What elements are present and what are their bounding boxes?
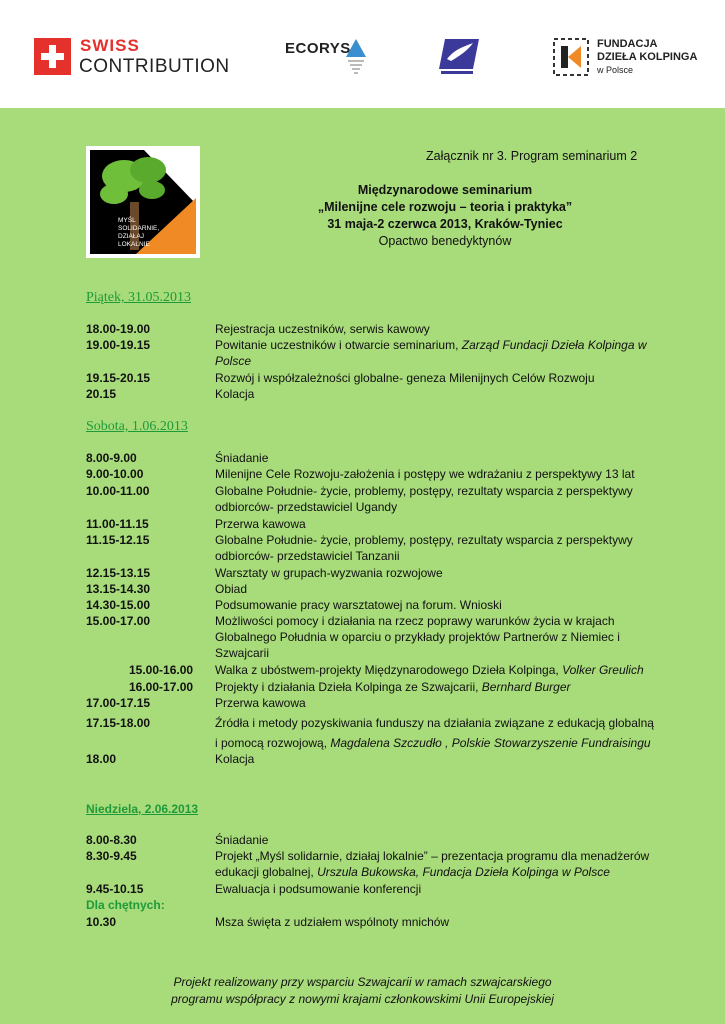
ecorys-triangle-icon	[345, 38, 367, 76]
swiss-logo-line1: SWISS	[80, 36, 140, 55]
ecorys-logo-text: ECORYS	[285, 40, 351, 57]
seminar-logo-line4: LOKALNIE	[118, 241, 150, 248]
title-line4: Opactwo benedyktynów	[378, 234, 512, 248]
kolping-k-icon	[553, 38, 589, 76]
kolping-logo-line2: DZIEŁA KOLPINGA	[597, 51, 698, 63]
seminar-title-block	[255, 182, 635, 250]
swiss-flag-icon	[34, 38, 71, 75]
seminar-logo-line3: DZIAŁAJ	[118, 233, 145, 240]
kolping-logo-line1: FUNDACJA	[597, 38, 658, 50]
seminar-logo-image	[86, 146, 200, 258]
kolping-logo-line3: w Polsce	[597, 65, 634, 75]
title-line2: „Milenijne cele rozwoju – teoria i praktyka”	[317, 200, 573, 214]
day-heading-friday: Piątek, 31.05.2013	[86, 290, 191, 305]
swiss-logo-line2: CONTRIBUTION	[79, 56, 230, 77]
footer-line2: programu współpracy z nowymi krajami członkowskimi Unii Europejskiej	[171, 992, 554, 1006]
title-line1: Międzynarodowe seminarium	[357, 183, 533, 197]
kolping-logo-lines	[597, 38, 697, 64]
annex-label: Załącznik nr 3. Program seminarium 2	[426, 149, 638, 163]
seminar-logo-line1: MYŚL	[118, 217, 136, 224]
title-line3: 31 maja-2 czerwca 2013, Kraków-Tyniec	[327, 217, 563, 231]
day-heading-sunday: Niedziela, 2.06.2013	[86, 802, 199, 816]
footer-line1: Projekt realizowany przy wsparciu Szwajcarii w ramach szwajcarskiego	[173, 975, 552, 989]
footer-note	[130, 974, 595, 1008]
seminar-logo-line2: SOLIDARNIE,	[118, 225, 160, 232]
eagle-emblem-icon	[437, 37, 481, 77]
header-bar	[0, 0, 725, 108]
day-heading-saturday: Sobota, 1.06.2013	[86, 419, 188, 434]
